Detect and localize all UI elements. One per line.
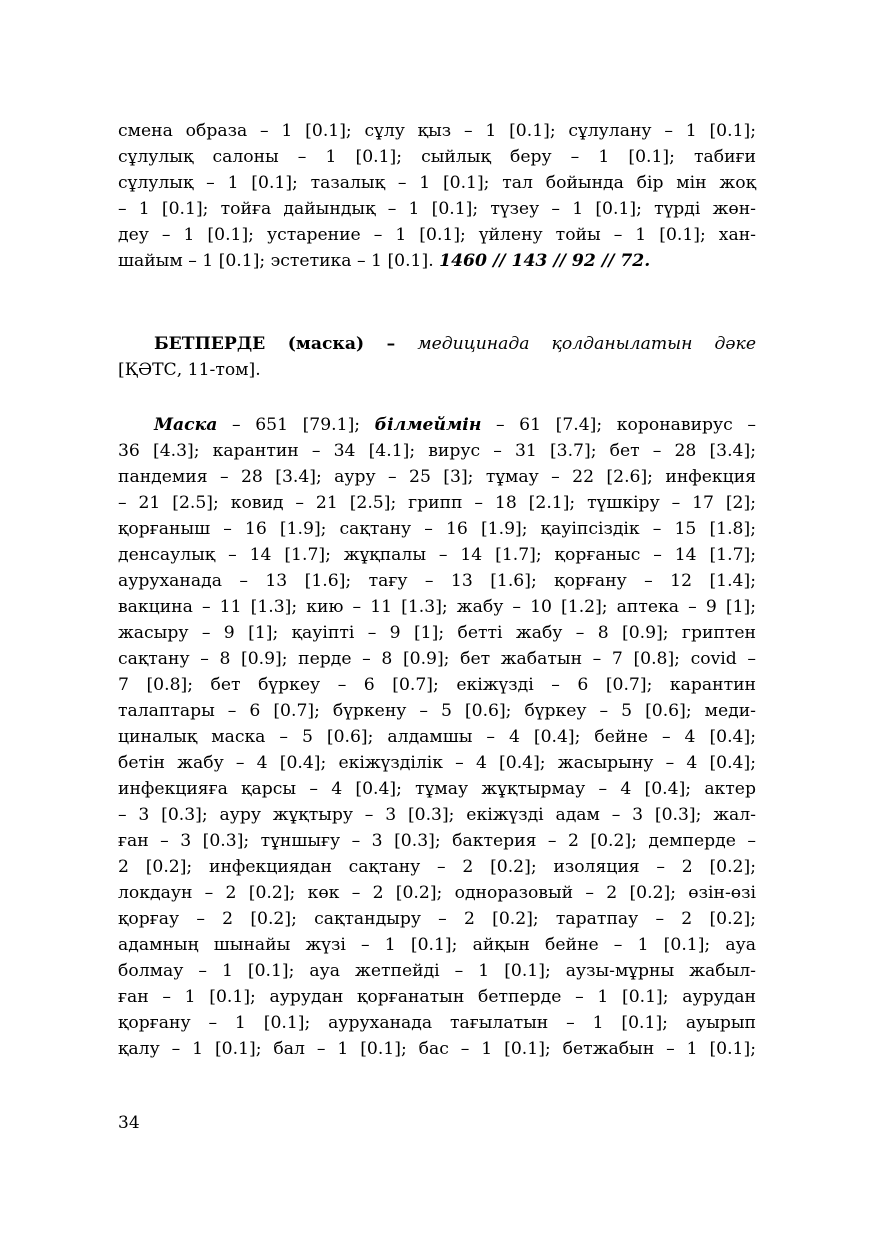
text-line: – 3 [0.3]; ауру жұқтыру – 3 [0.3]; екіжүзді адам – 3 [0.3]; жал-: [118, 805, 756, 825]
text-line: 2 [0.2]; инфекциядан сақтану – 2 [0.2]; изоляция – 2 [0.2];: [118, 857, 756, 877]
second-term: білмеймін: [374, 415, 482, 435]
entry-source: [ҚӘТС, 11-том].: [118, 360, 261, 380]
text-line: қалу – 1 [0.1]; бал – 1 [0.1]; бас – 1 [0.1]; бетжабын – 1 [0.1];: [118, 1039, 756, 1059]
text-line: сұлулық – 1 [0.1]; тазалық – 1 [0.1]; тал бойында бір мін жоқ: [118, 173, 756, 193]
text-line: локдаун – 2 [0.2]; көк – 2 [0.2]; одноразовый – 2 [0.2]; өзін-өзі: [118, 883, 756, 903]
entry-heading: [118, 331, 756, 383]
text-line: талаптары – 6 [0.7]; бүркену – 5 [0.6]; бүркеу – 5 [0.6]; меди-: [118, 701, 756, 721]
text-line: қорғау – 2 [0.2]; сақтандыру – 2 [0.2]; таратпау – 2 [0.2];: [118, 909, 756, 929]
responses-paragraph: [118, 412, 756, 1062]
first-value: – 651 [79.1];: [217, 415, 375, 435]
text-line: қорғану – 1 [0.1]; ауруханада тағылатын – 1 [0.1]; ауырып: [118, 1013, 756, 1033]
text-line: – 1 [0.1]; тойға дайындық – 1 [0.1]; түзеу – 1 [0.1]; түрді жөн-: [118, 199, 756, 219]
text-line: смена образа – 1 [0.1]; сұлу қыз – 1 [0.1]; сұлулану – 1 [0.1];: [118, 121, 756, 141]
text-line: вакцина – 11 [1.3]; кию – 11 [1.3]; жабу – 10 [1.2]; аптека – 9 [1];: [118, 597, 756, 617]
text-line: денсаулық – 14 [1.7]; жұқпалы – 14 [1.7]; қорғаныс – 14 [1.7];: [118, 545, 756, 565]
text-line: циналық маска – 5 [0.6]; алдамшы – 4 [0.4]; бейне – 4 [0.4];: [118, 727, 756, 747]
text-line: 36 [4.3]; карантин – 34 [4.1]; вирус – 31 [3.7]; бет – 28 [3.4];: [118, 441, 756, 461]
text-line: деу – 1 [0.1]; устарение – 1 [0.1]; үйлену тойы – 1 [0.1]; хан-: [118, 225, 756, 245]
text-line: ған – 3 [0.3]; тұншығу – 3 [0.3]; бактерия – 2 [0.2]; демперде –: [118, 831, 756, 851]
totals: 1460 // 143 // 92 // 72.: [439, 251, 651, 271]
responses-first-line: [118, 412, 756, 438]
definition: медицинада қолданылатын дәке: [417, 334, 756, 354]
text-line: адамның шынайы жүзі – 1 [0.1]; айқын бейне – 1 [0.1]; ауа: [118, 935, 756, 955]
text-line: болмау – 1 [0.1]; ауа жетпейді – 1 [0.1]; аузы-мұрны жабыл-: [118, 961, 756, 981]
text-line: жасыру – 9 [1]; қауіпті – 9 [1]; бетті жабу – 8 [0.9]; гриптен: [118, 623, 756, 643]
text-line: сақтану – 8 [0.9]; перде – 8 [0.9]; бет жабатын – 7 [0.8]; covid –: [118, 649, 756, 669]
text-line: қорғаныш – 16 [1.9]; сақтану – 16 [1.9]; қауіпсіздік – 15 [1.8];: [118, 519, 756, 539]
text-line: 7 [0.8]; бет бүркеу – 6 [0.7]; екіжүзді – 6 [0.7]; карантин: [118, 675, 756, 695]
text-line: инфекцияға қарсы – 4 [0.4]; тұмау жұқтырмау – 4 [0.4]; актер: [118, 779, 756, 799]
text-line: сұлулық салоны – 1 [0.1]; сыйлық беру – 1 [0.1]; табиғи: [118, 147, 756, 167]
last-line-text: шайым – 1 [0.1]; эстетика – 1 [0.1].: [118, 251, 434, 271]
entry-line: [118, 331, 756, 357]
text-line: – 21 [2.5]; ковид – 21 [2.5]; грипп – 18 [2.1]; түшкіру – 17 [2];: [118, 493, 756, 513]
headword: БЕТПЕРДЕ (маска) –: [154, 334, 396, 354]
top-paragraph: [118, 118, 756, 274]
second-value: – 61 [7.4]; коронавирус –: [481, 415, 756, 435]
text-line: ауруханада – 13 [1.6]; тағу – 13 [1.6]; қорғану – 12 [1.4];: [118, 571, 756, 591]
text-line: пандемия – 28 [3.4]; ауру – 25 [3]; тұмау – 22 [2.6]; инфекция: [118, 467, 756, 487]
page-number: 34: [118, 1113, 140, 1133]
first-term: Маска: [154, 415, 218, 435]
text-line: ған – 1 [0.1]; аурудан қорғанатын бетперде – 1 [0.1]; аурудан: [118, 987, 756, 1007]
text-line: бетін жабу – 4 [0.4]; екіжүзділік – 4 [0.4]; жасырыну – 4 [0.4];: [118, 753, 756, 773]
text-line-last: [118, 248, 756, 274]
